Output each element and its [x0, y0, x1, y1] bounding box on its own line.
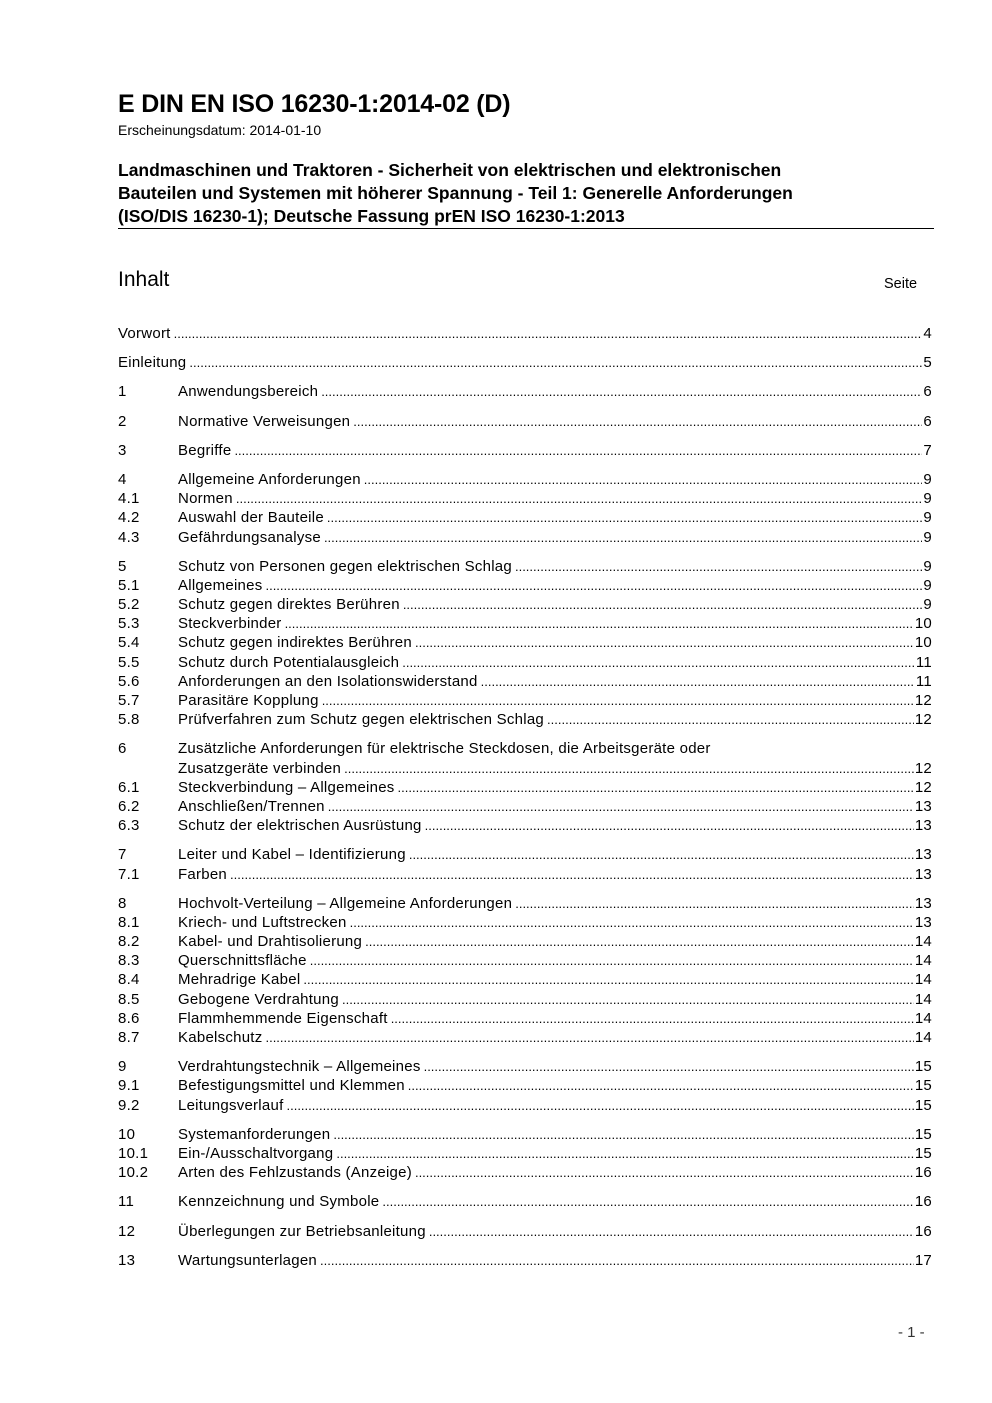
- toc-entry-number: 5.1: [118, 576, 140, 594]
- toc-dot-leader: [408, 1076, 914, 1095]
- toc-group: [118, 894, 932, 1048]
- subtitle-line: (ISO/DIS 16230-1); Deutsche Fassung prEN ISO 16230-1:2013: [118, 206, 625, 226]
- toc-entry[interactable]: [118, 633, 932, 652]
- toc-dot-leader: [327, 508, 922, 527]
- toc-group: [118, 557, 932, 730]
- toc-entry-page: 13: [914, 865, 932, 883]
- toc-dot-leader: [303, 970, 913, 989]
- toc-dot-leader: [398, 778, 914, 797]
- toc-entry[interactable]: [118, 1163, 932, 1182]
- toc-dot-leader: [425, 816, 914, 835]
- toc-entry-title: Mehradrige Kabel: [178, 971, 301, 989]
- toc-entry-title: Wartungsunterlagen: [178, 1251, 318, 1269]
- toc-entry-page: 14: [914, 1009, 932, 1027]
- toc-entry-page: 14: [914, 990, 932, 1008]
- toc-dot-leader: [321, 382, 922, 401]
- toc-entry-page: 14: [914, 952, 932, 970]
- toc-dot-leader: [515, 557, 922, 576]
- toc-entry-page: 16: [914, 1164, 932, 1182]
- toc-entry[interactable]: [118, 1144, 932, 1163]
- toc-entry-title: Vorwort: [118, 325, 171, 342]
- toc-entry[interactable]: [118, 614, 932, 633]
- toc-entry-title: Leiter und Kabel – Identifizierung: [178, 846, 406, 864]
- toc-entry-page: 14: [914, 933, 932, 951]
- toc-entry-title: Ein-/Ausschaltvorgang: [178, 1144, 334, 1162]
- toc-dot-leader: [481, 672, 915, 691]
- toc-entry-title: Hochvolt-Verteilung – Allgemeine Anforderungen: [178, 894, 513, 912]
- toc-dot-leader: [350, 913, 914, 932]
- toc-entry-page: 15: [914, 1096, 932, 1114]
- toc-entry-number: 3: [118, 441, 127, 459]
- toc-group: [118, 412, 932, 431]
- toc-dot-leader: [333, 1125, 913, 1144]
- toc-entry-page: 4: [923, 325, 932, 342]
- toc-dot-leader: [391, 1009, 914, 1028]
- toc-dot-leader: [230, 865, 914, 884]
- toc-entry[interactable]: [118, 778, 932, 797]
- toc-dot-leader: [310, 951, 914, 970]
- toc-dot-leader: [353, 412, 922, 431]
- toc-entry-title: Kriech- und Luftstrecken: [178, 913, 347, 931]
- toc-dot-leader: [236, 489, 923, 508]
- toc-entry[interactable]: [118, 865, 932, 884]
- toc-entry-number: 5.8: [118, 711, 140, 729]
- toc-group: [118, 324, 932, 343]
- toc-entry-page: 9: [923, 576, 932, 594]
- toc-dot-leader: [265, 1028, 913, 1047]
- toc-dot-leader: [285, 614, 914, 633]
- toc-dot-leader: [328, 797, 914, 816]
- toc-entry[interactable]: [118, 710, 932, 729]
- toc-entry-number: 4.3: [118, 528, 140, 546]
- toc-entry-number: 8.5: [118, 990, 140, 1008]
- toc-entry[interactable]: [118, 557, 932, 576]
- toc-entry-title: Allgemeine Anforderungen: [178, 470, 361, 488]
- toc-entry-title: Schutz der elektrischen Ausrüstung: [178, 817, 422, 835]
- toc-dot-leader: [265, 576, 922, 595]
- table-of-contents: [118, 324, 932, 1280]
- toc-entry-number: 5.3: [118, 615, 140, 633]
- toc-entry-page: 12: [914, 692, 932, 709]
- toc-entry-title: Leitungsverlauf: [178, 1096, 284, 1114]
- toc-entry[interactable]: [118, 1222, 932, 1241]
- toc-entry-page: 9: [923, 470, 932, 488]
- toc-dot-leader: [402, 653, 915, 672]
- subtitle-line: Bauteilen und Systemen mit höherer Spannung - Teil 1: Generelle Anforderungen: [118, 183, 793, 203]
- toc-entry-page: 5: [923, 354, 932, 372]
- toc-entry-number: 8.3: [118, 952, 140, 970]
- toc-entry-title: Querschnittsfläche: [178, 952, 307, 970]
- toc-entry-number: 5.2: [118, 596, 140, 614]
- toc-entry-title: Begriffe: [178, 441, 232, 459]
- toc-entry-page: 6: [923, 412, 932, 430]
- toc-entry-number: 12: [118, 1222, 136, 1240]
- footer-page-number: - 1 -: [898, 1324, 925, 1341]
- toc-entry-number: 11: [118, 1193, 135, 1211]
- toc-entry-page: 13: [914, 797, 932, 815]
- toc-entry-page: 15: [914, 1058, 932, 1076]
- toc-entry-title: Schutz von Personen gegen elektrischen Schlag: [178, 557, 512, 575]
- toc-entry[interactable]: [118, 1028, 932, 1047]
- toc-entry-page: 15: [914, 1125, 932, 1143]
- toc-entry-title: Steckverbindung – Allgemeines: [178, 778, 395, 796]
- toc-entry-page: 6: [923, 383, 932, 401]
- toc-entry[interactable]: [118, 990, 932, 1009]
- toc-group: [118, 1192, 932, 1211]
- toc-entry[interactable]: [118, 489, 932, 508]
- toc-dot-leader: [382, 1192, 913, 1211]
- toc-entry[interactable]: [118, 353, 932, 372]
- toc-entry-number: 10.1: [118, 1144, 149, 1162]
- toc-entry[interactable]: [118, 412, 932, 431]
- toc-entry-number: 9.1: [118, 1077, 140, 1095]
- toc-entry-title: Normen: [178, 490, 233, 508]
- toc-dot-leader: [365, 932, 914, 951]
- toc-entry[interactable]: [118, 1192, 932, 1211]
- toc-group: [118, 382, 932, 401]
- toc-group: [118, 1057, 932, 1115]
- toc-entry-title: Schutz durch Potentialausgleich: [178, 653, 400, 671]
- toc-dot-leader: [409, 845, 914, 864]
- toc-entry-page: 16: [914, 1222, 932, 1240]
- toc-entry[interactable]: [118, 739, 932, 758]
- toc-entry-page: 15: [914, 1077, 932, 1095]
- toc-entry-page: 12: [914, 759, 932, 777]
- toc-entry[interactable]: [118, 1096, 932, 1115]
- toc-dot-leader: [286, 1096, 913, 1115]
- toc-dot-leader: [364, 470, 923, 489]
- toc-dot-leader: [322, 691, 914, 710]
- toc-entry-number: 4.1: [118, 490, 140, 508]
- toc-dot-leader: [424, 1057, 914, 1076]
- toc-entry-number: 6.1: [118, 778, 140, 796]
- toc-dot-leader: [415, 1163, 914, 1182]
- toc-entry-page: 7: [923, 441, 932, 459]
- toc-entry-number: 6.3: [118, 817, 140, 835]
- toc-entry[interactable]: [118, 528, 932, 547]
- toc-dot-leader: [415, 633, 914, 652]
- toc-entry-page: 13: [914, 894, 932, 912]
- publication-date: Erscheinungsdatum: 2014-01-10: [118, 122, 322, 138]
- toc-dot-leader: [320, 1251, 914, 1270]
- toc-entry-page: 11: [915, 672, 932, 690]
- toc-entry-number: 8.7: [118, 1029, 140, 1046]
- toc-entry[interactable]: [118, 1009, 932, 1028]
- toc-entry[interactable]: [118, 1251, 932, 1270]
- toc-entry-number: 5.5: [118, 653, 140, 671]
- toc-entry-page: 13: [914, 817, 932, 835]
- toc-entry-number: 10.2: [118, 1164, 149, 1182]
- toc-entry-number: 10: [118, 1125, 136, 1143]
- toc-dot-leader: [429, 1222, 914, 1241]
- toc-entry-number: 6.2: [118, 797, 140, 815]
- toc-entry-continuation-line[interactable]: [118, 759, 932, 778]
- toc-entry-title: Kabelschutz: [178, 1029, 263, 1046]
- toc-entry[interactable]: [118, 595, 932, 614]
- toc-entry-page: 9: [923, 490, 932, 508]
- toc-entry[interactable]: [118, 845, 932, 864]
- toc-entry-title: Einleitung: [118, 354, 187, 372]
- toc-entry-title: Überlegungen zur Betriebsanleitung: [178, 1222, 426, 1240]
- toc-entry-number: 1: [118, 383, 127, 401]
- toc-entry[interactable]: [118, 932, 932, 951]
- toc-entry[interactable]: [118, 691, 932, 710]
- toc-entry-page: 12: [914, 711, 932, 729]
- toc-dot-leader: [336, 1144, 913, 1163]
- toc-group: [118, 1222, 932, 1241]
- toc-dot-leader: [189, 353, 922, 372]
- toc-entry-title: Befestigungsmittel und Klemmen: [178, 1077, 405, 1095]
- toc-entry-page: 12: [914, 778, 932, 796]
- toc-entry-number: 7.1: [118, 865, 140, 883]
- toc-entry-title: Schutz gegen indirektes Berühren: [178, 634, 412, 652]
- toc-entry-page: 16: [914, 1193, 932, 1211]
- toc-entry-title: Gebogene Verdrahtung: [178, 990, 339, 1008]
- toc-entry[interactable]: [118, 970, 932, 989]
- toc-entry-number: 4: [118, 470, 127, 488]
- toc-entry[interactable]: [118, 576, 932, 595]
- toc-entry[interactable]: [118, 797, 932, 816]
- toc-dot-leader: [403, 595, 923, 614]
- toc-entry-page: 17: [914, 1251, 932, 1269]
- toc-entry-title: Verdrahtungstechnik – Allgemeines: [178, 1058, 421, 1076]
- toc-entry-title: Schutz gegen direktes Berühren: [178, 596, 400, 614]
- document-title: E DIN EN ISO 16230-1:2014-02 (D): [118, 90, 511, 118]
- toc-entry[interactable]: [118, 1125, 932, 1144]
- toc-dot-leader: [174, 324, 923, 343]
- toc-entry-number: 13: [118, 1251, 136, 1269]
- toc-group: [118, 353, 932, 372]
- toc-entry-page: 10: [914, 615, 932, 633]
- toc-entry[interactable]: [118, 816, 932, 835]
- toc-entry-title: Allgemeines: [178, 576, 263, 594]
- toc-entry-title: Prüfverfahren zum Schutz gegen elektrischen Schlag: [178, 711, 545, 729]
- toc-entry-title: Zusätzliche Anforderungen für elektrische Steckdosen, die Arbeitsgeräte oder: [178, 740, 711, 758]
- toc-entry[interactable]: [118, 653, 932, 672]
- subtitle-line: Landmaschinen und Traktoren - Sicherheit von elektrischen und elektronischen: [118, 160, 782, 180]
- toc-entry-number: 5.4: [118, 634, 140, 652]
- toc-entry-page: 9: [923, 596, 932, 614]
- toc-group: [118, 739, 932, 835]
- toc-dot-leader: [547, 710, 914, 729]
- toc-dot-leader: [344, 759, 914, 778]
- toc-entry-page: 9: [923, 528, 932, 546]
- toc-entry-page: 11: [915, 653, 932, 671]
- toc-entry-page: 15: [914, 1144, 932, 1162]
- toc-entry-number: 6: [118, 740, 127, 758]
- toc-entry-page: 13: [914, 913, 932, 931]
- toc-entry[interactable]: [118, 441, 932, 460]
- toc-entry[interactable]: [118, 324, 932, 343]
- toc-entry[interactable]: [118, 470, 932, 489]
- toc-entry-title: Auswahl der Bauteile: [178, 509, 324, 527]
- toc-entry[interactable]: [118, 913, 932, 932]
- toc-entry-title: Anwendungsbereich: [178, 383, 319, 401]
- toc-entry-title: Arten des Fehlzustands (Anzeige): [178, 1164, 412, 1182]
- toc-entry-page: 9: [923, 509, 932, 527]
- toc-entry-title: Anforderungen an den Isolationswiderstand: [178, 672, 478, 690]
- toc-dot-leader: [324, 528, 922, 547]
- toc-entry-title: Parasitäre Kopplung: [178, 692, 319, 709]
- toc-entry[interactable]: [118, 951, 932, 970]
- toc-entry[interactable]: [118, 894, 932, 913]
- toc-entry[interactable]: [118, 1057, 932, 1076]
- toc-heading: Inhalt: [118, 268, 170, 291]
- toc-entry-title: Flammhemmende Eigenschaft: [178, 1009, 388, 1027]
- toc-group: [118, 1251, 932, 1270]
- toc-entry[interactable]: [118, 508, 932, 527]
- toc-group: [118, 1125, 932, 1183]
- toc-entry-page: 14: [914, 971, 932, 989]
- toc-group: [118, 441, 932, 460]
- toc-entry-title: Kabel- und Drahtisolierung: [178, 933, 363, 951]
- toc-entry-number: 8.4: [118, 971, 140, 989]
- toc-entry-number: 8.1: [118, 913, 140, 931]
- toc-entry-title: Steckverbinder: [178, 615, 282, 633]
- toc-entry-title: Anschließen/Trennen: [178, 797, 325, 815]
- toc-entry-number: 2: [118, 412, 127, 430]
- toc-entry-number: 5.7: [118, 692, 140, 709]
- toc-entry-title: Kennzeichnung und Symbole: [178, 1193, 380, 1211]
- toc-entry-number: 7: [118, 846, 127, 864]
- header-divider: [118, 228, 934, 229]
- toc-dot-leader: [342, 990, 914, 1009]
- toc-entry[interactable]: [118, 672, 932, 691]
- toc-entry-number: 4.2: [118, 509, 140, 527]
- toc-entry-number: 8: [118, 894, 127, 912]
- toc-entry-page: 9: [923, 557, 932, 575]
- toc-dot-leader: [234, 441, 922, 460]
- toc-entry-title: Farben: [178, 865, 228, 883]
- page-column-label: Seite: [884, 276, 918, 292]
- toc-entry-number: 5: [118, 557, 127, 575]
- toc-entry[interactable]: [118, 382, 932, 401]
- toc-entry-page: 14: [914, 1029, 932, 1046]
- toc-entry-number: 8.6: [118, 1009, 140, 1027]
- toc-dot-leader: [515, 894, 914, 913]
- toc-entry[interactable]: [118, 1076, 932, 1095]
- toc-entry-title: Systemanforderungen: [178, 1125, 331, 1143]
- toc-entry-page: 10: [914, 634, 932, 652]
- toc-entry-page: 13: [914, 846, 932, 864]
- toc-entry-title: Gefährdungsanalyse: [178, 528, 321, 546]
- toc-entry-title-continuation: Zusatzgeräte verbinden: [178, 759, 342, 777]
- toc-entry-title: Normative Verweisungen: [178, 412, 351, 430]
- toc-group: [118, 845, 932, 883]
- toc-entry-number: 9.2: [118, 1096, 140, 1114]
- document-subtitle: [118, 159, 934, 228]
- toc-entry-number: 9: [118, 1058, 127, 1076]
- toc-entry-number: 8.2: [118, 933, 140, 951]
- toc-group: [118, 470, 932, 547]
- toc-entry-number: 5.6: [118, 672, 140, 690]
